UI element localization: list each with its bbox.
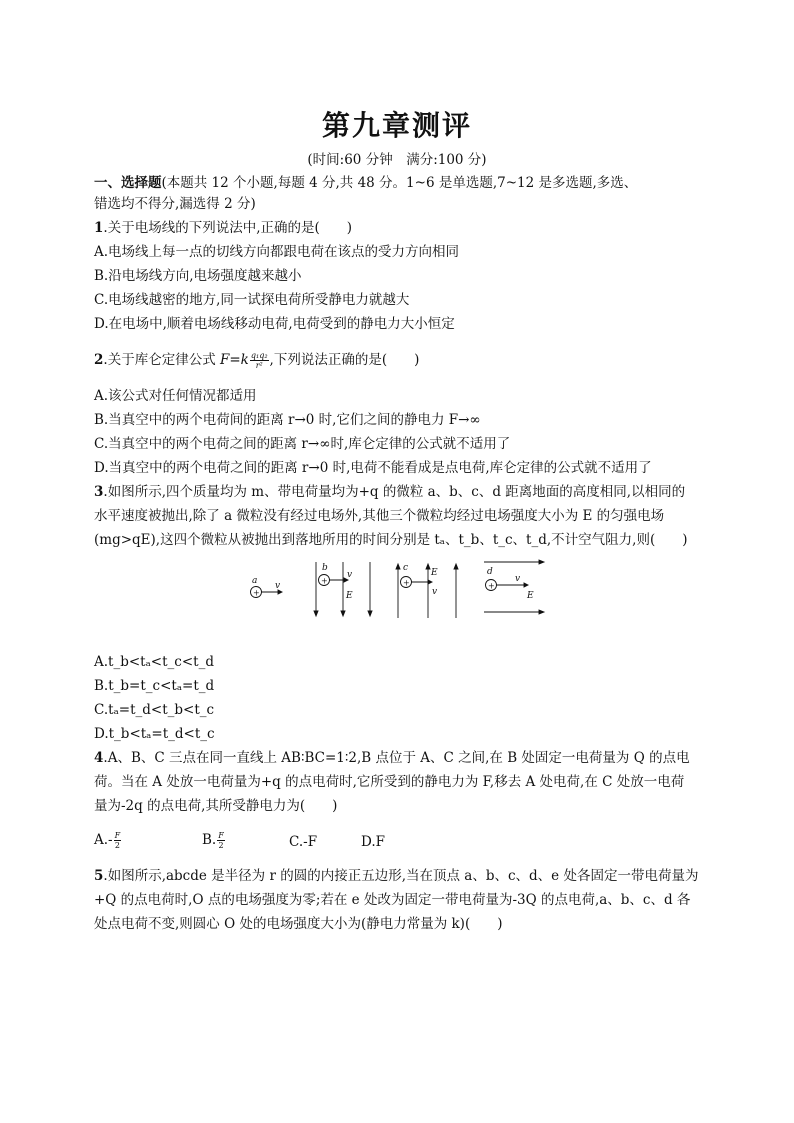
q2-number: 2	[94, 352, 104, 368]
q4-line1-text: .A、B、C 三点在同一直线上 AB∶BC=1∶2,B 点位于 A、C 之间,在 B 处固定一电荷量为 Q 的点电	[103, 750, 690, 766]
q4-option-b	[202, 830, 226, 850]
q4-number: 4	[94, 750, 104, 766]
section-heading: 一、选择题	[94, 175, 162, 191]
label-d: d	[487, 567, 493, 577]
q3-figure	[240, 556, 570, 624]
coulomb-fraction	[250, 351, 269, 370]
q5-line2: +Q 的点电荷时,O 点的电场强度为零;若在 e 处改为固定一带电荷量为-3Q 的点电荷,a、b、c、d 各	[94, 892, 691, 908]
q4-option-b-prefix: B.	[202, 832, 217, 848]
q3-option-a: A.t_b<tₐ<t_c<t_d	[94, 654, 214, 670]
velocity-c-label: v	[432, 587, 438, 597]
label-b: b	[322, 563, 328, 573]
q1-option-d: D.在电场中,顺着电场线移动电荷,电荷受到的静电力大小恒定	[94, 316, 455, 332]
q3-line1	[94, 482, 714, 502]
q4-option-a-fraction	[114, 831, 122, 850]
q2-stem-text-a: .关于库仑定律公式	[103, 352, 220, 368]
q5-line1-text: .如图所示,abcde 是半径为 r 的圆的内接正五边形,当在顶点 a、b、c、d、e 处各固定一带电荷量为	[103, 868, 699, 884]
q5-line3: 处点电荷不变,则圆心 O 处的电场强度大小为(静电力常量为 k)( )	[94, 916, 503, 932]
fraction-numerator: q₁q₂	[250, 351, 268, 360]
q3-line1-text: .如图所示,四个质量均为 m、带电荷量均为+q 的微粒 a、b、c、d 距离地面的高度相同,以相同的	[103, 484, 686, 500]
q5-number: 5	[94, 868, 104, 884]
q1-option-a: A.电场线上每一点的切线方向都跟电荷在该点的受力方向相同	[94, 244, 460, 260]
velocity-d-label: v	[515, 574, 521, 584]
fraction-denominator: r²	[255, 361, 263, 370]
label-c: c	[403, 563, 409, 573]
charge-b-plus: +	[321, 576, 328, 586]
q4-a-denominator: 2	[114, 841, 120, 850]
q5-line1	[94, 866, 714, 886]
q2-stem-text-b: ,下列说法正确的是( )	[269, 352, 420, 368]
q3-number: 3	[94, 484, 104, 500]
field-c-label: E	[431, 568, 438, 578]
q4-line1	[94, 748, 714, 768]
velocity-b-label: v	[347, 570, 353, 580]
q4-line3: 量为-2q 的点电荷,其所受静电力为( )	[94, 798, 338, 814]
q3-option-b: B.t_b=t_c<tₐ=t_d	[94, 678, 215, 694]
page-subtitle: (时间:60 分钟 满分:100 分)	[307, 152, 487, 168]
q2-option-a: A.该公式对任何情况都适用	[94, 388, 257, 404]
q3-option-c: C.tₐ=t_d<t_b<t_c	[94, 702, 215, 718]
q4-line2: 荷。当在 A 处放一电荷量为+q 的点电荷时,它所受到的静电力为 F,移去 A 处电荷,在 C 处放一电荷	[94, 774, 685, 790]
charge-a-plus: +	[253, 588, 260, 598]
q1-option-b: B.沿电场线方向,电场强度越来越小	[94, 268, 302, 284]
section-description-cont: 错选均不得分,漏选得 2 分)	[94, 196, 256, 212]
formula-eq-k: =k	[229, 352, 249, 368]
section-heading-line	[94, 173, 714, 193]
q4-option-d: D.F	[361, 834, 386, 850]
q3-option-d: D.t_b<tₐ=t_d<t_c	[94, 726, 215, 742]
velocity-a-label: v	[275, 581, 281, 591]
q2-option-d: D.当真空中的两个电荷之间的距离 r→0 时,电荷不能看成是点电荷,库仑定律的公式就不适用了	[94, 460, 652, 476]
charge-d-plus: +	[488, 581, 495, 591]
charge-c-plus: +	[403, 578, 410, 588]
q4-option-c: C.-F	[289, 834, 318, 850]
page-title: 第九章测评	[321, 109, 472, 142]
q3-line2: 水平速度被抛出,除了 a 微粒没有经过电场外,其他三个微粒均经过电场强度大小为 E 的匀强电场	[94, 508, 665, 524]
q2-option-c: C.当真空中的两个电荷之间的距离 r→∞时,库仑定律的公式就不适用了	[94, 436, 511, 452]
q2-option-b: B.当真空中的两个电荷间的距离 r→0 时,它们之间的静电力 F→∞	[94, 412, 481, 428]
q4-b-numerator: F	[218, 831, 224, 840]
field-d-label: E	[527, 591, 534, 601]
q4-option-b-fraction	[217, 831, 225, 850]
q1-number: 1	[94, 220, 104, 236]
formula-f: F	[220, 352, 230, 368]
section-description: (本题共 12 个小题,每题 4 分,共 48 分。1~6 是单选题,7~12 是多选题,多选、	[161, 175, 638, 191]
q4-option-a	[94, 830, 122, 850]
q1-option-c: C.电场线越密的地方,同一试探电荷所受静电力就越大	[94, 292, 410, 308]
q4-a-numerator: F	[114, 831, 121, 840]
q4-b-denominator: 2	[218, 841, 224, 850]
q1-stem	[94, 218, 714, 238]
field-b-label: E	[346, 591, 353, 601]
q2-stem	[94, 350, 714, 370]
q1-stem-text: .关于电场线的下列说法中,正确的是( )	[103, 220, 353, 236]
q3-line3: (mg>qE),这四个微粒从被抛出到落地所用的时间分别是 tₐ、t_b、t_c、t_d,不计空气阻力,则( )	[94, 532, 688, 548]
q4-option-a-prefix: A.-	[94, 832, 113, 848]
label-a: a	[252, 576, 258, 586]
